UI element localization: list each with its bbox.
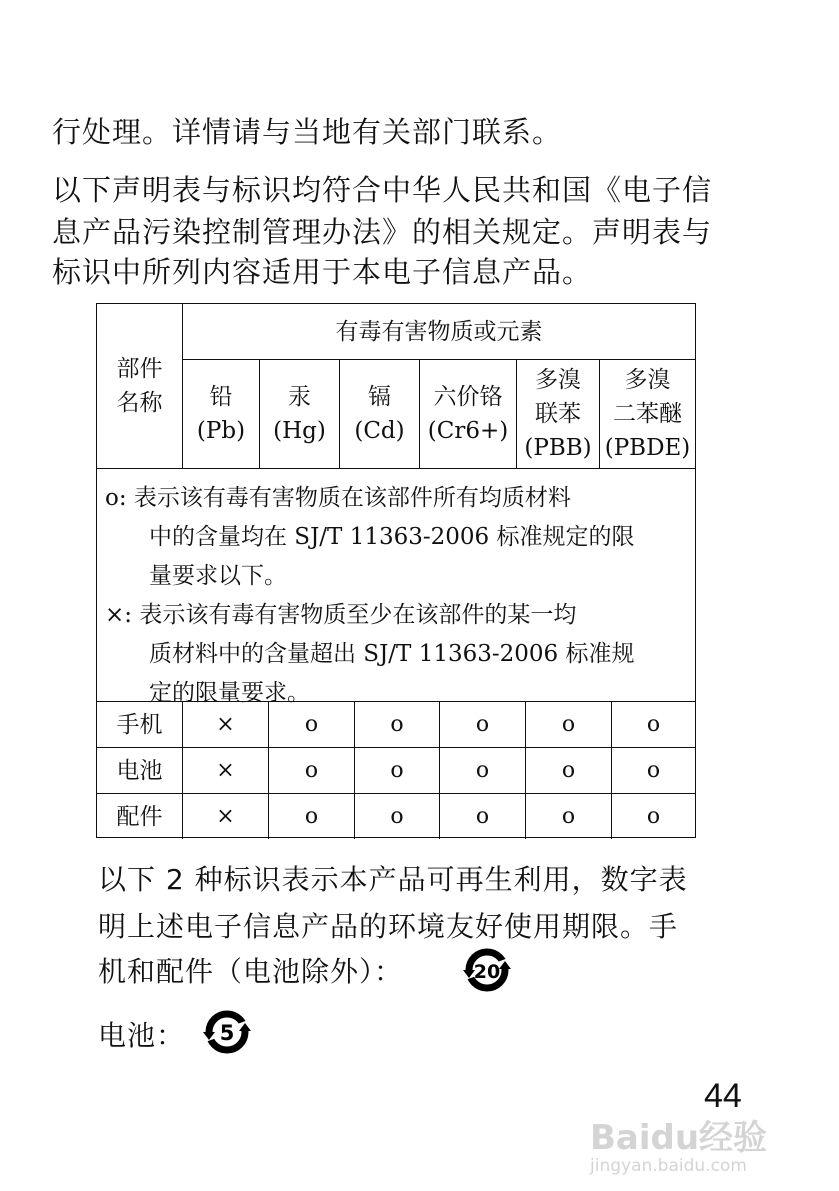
column-header-text: 多溴 [624, 367, 671, 393]
column-header-text: 汞 [288, 384, 311, 410]
column-header-text: 多溴 [535, 367, 581, 393]
note-line: 中的含量均在 SJ/T 11363-2006 标准规定的限 [149, 524, 635, 550]
column-header-text: (PBB) [524, 435, 592, 461]
note-line: o: 表示该有毒有害物质在该部件所有均质材料 [105, 485, 571, 511]
column-header-text: 铅 [209, 384, 233, 410]
table-cell: o [439, 701, 525, 747]
note-line: 定的限量要求。 [149, 680, 310, 706]
table-cell: × [182, 701, 268, 747]
recycle-period-20-icon [462, 944, 512, 996]
logo-number: 20 [473, 961, 501, 983]
logo-number: 5 [219, 1021, 235, 1045]
table-cell: o [439, 747, 525, 793]
hazardous-substance-table [96, 303, 696, 838]
column-header-text: (Pb) [196, 418, 246, 444]
paragraph-line: 行处理。详情请与当地有关部门联系。 [52, 115, 563, 149]
watermark-url: jingyan.baidu.com [590, 1156, 747, 1177]
paragraph-line: 标识中所列内容适用于本电子信息产品。 [52, 255, 593, 289]
note-line: 质材料中的含量超出 SJ/T 11363-2006 标准规 [149, 641, 635, 667]
table-cell: o [611, 793, 695, 839]
recycle-period-5-icon [202, 1006, 252, 1058]
column-header-text: (PBDE) [604, 435, 691, 461]
label-line: 以下 2 种标识表示本产品可再生利用，数字表 [98, 863, 688, 896]
table-cell: o [525, 747, 611, 793]
watermark-text: Baidu经验 [590, 1118, 768, 1158]
column-header [599, 359, 695, 468]
column-header-text: 二苯醚 [613, 401, 682, 427]
paragraph-line: 息产品污染控制管理办法》的相关规定。声明表与 [52, 215, 713, 249]
column-header-text: (Cr6+) [427, 418, 509, 444]
header-text: 名称 [116, 390, 163, 416]
column-header-text: (Hg) [273, 418, 326, 444]
note-line: ×: 表示该有毒有害物质至少在该部件的某一均 [105, 602, 577, 628]
table-cell: o [354, 747, 439, 793]
paragraph-line: 以下声明表与标识均符合中华人民共和国《电子信 [52, 173, 713, 207]
table-cell: o [611, 747, 695, 793]
table-cell: o [268, 701, 354, 747]
header-text: 部件 [116, 356, 163, 382]
table-cell: o [268, 793, 354, 839]
part-name-header [97, 304, 182, 468]
legend-notes [97, 468, 695, 706]
table-cell: o [611, 701, 695, 747]
table-cell: × [182, 747, 268, 793]
row-name: 手机 [97, 701, 182, 747]
table-cell: o [354, 793, 439, 839]
page-number: 44 [704, 1077, 742, 1115]
note-line: 量要求以下。 [149, 563, 287, 589]
table-cell: o [268, 747, 354, 793]
column-header [419, 359, 516, 468]
column-header-text: 六价铬 [433, 384, 503, 410]
column-header [182, 359, 259, 468]
column-header-text: 联苯 [535, 401, 581, 427]
label-line: 机和配件（电池除外）： [98, 955, 404, 988]
row-name: 电池 [97, 747, 182, 793]
column-header-text: 镉 [368, 384, 391, 410]
table-cell: × [182, 793, 268, 839]
baidu-watermark [590, 1120, 767, 1176]
label-line: 明上述电子信息产品的环境友好使用期限。手 [98, 910, 679, 943]
table-cell: o [525, 701, 611, 747]
column-header-text: (Cd) [354, 418, 405, 444]
row-name: 配件 [97, 793, 182, 839]
table-cell: o [354, 701, 439, 747]
column-header [259, 359, 339, 468]
column-header [516, 359, 599, 468]
group-header: 有毒有害物质或元素 [182, 304, 695, 359]
column-header [339, 359, 419, 468]
label-line: 电池： [98, 1019, 186, 1052]
table-cell: o [525, 793, 611, 839]
table-cell: o [439, 793, 525, 839]
